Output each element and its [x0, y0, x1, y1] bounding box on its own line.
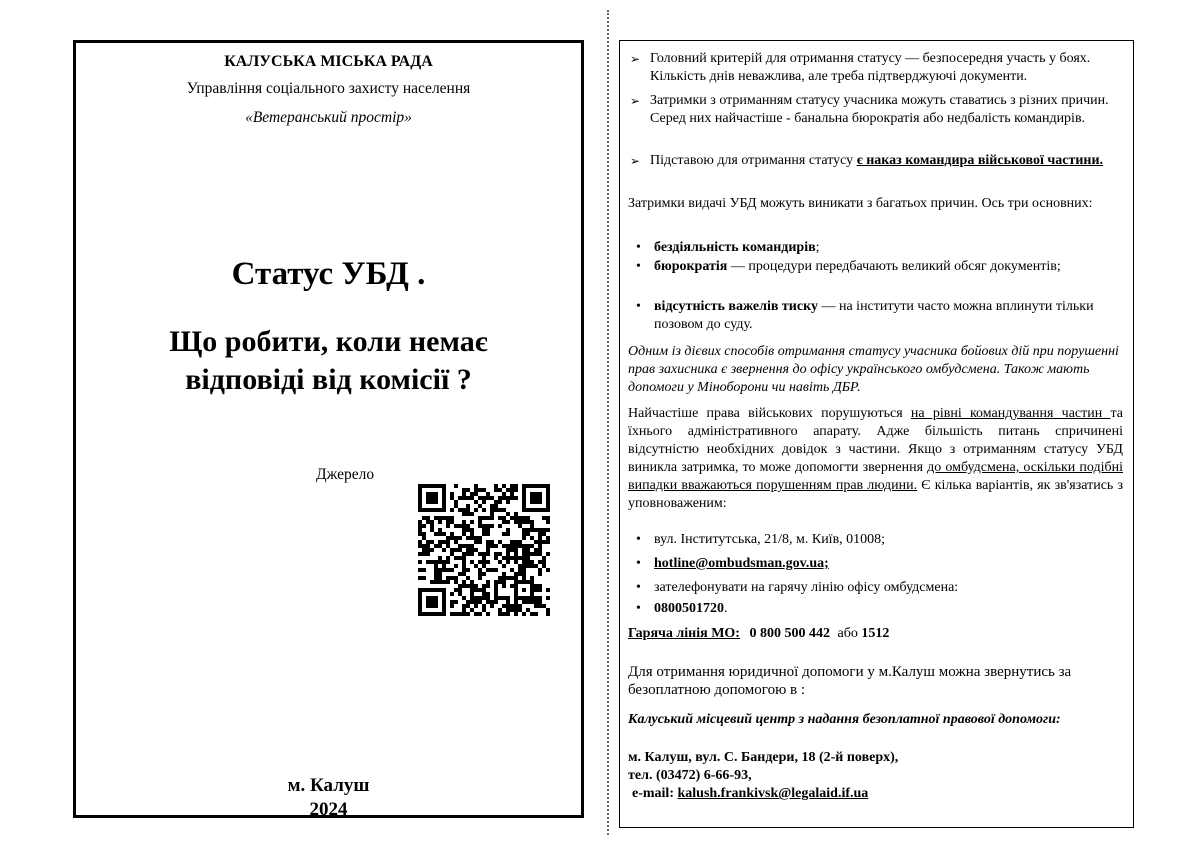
bullet-icon: •: [636, 240, 641, 255]
reason-title: бездіяльність командирів: [654, 240, 816, 255]
legal-email-label: e-mail:: [632, 786, 674, 801]
space-name: «Ветеранський простір»: [245, 109, 412, 126]
contact-phone-text: зателефонувати на гарячу лінію офісу омбудсмена:: [654, 580, 959, 595]
rights-paragraph: [628, 405, 1123, 513]
list-item: [632, 298, 1112, 334]
list-item: [632, 555, 1112, 573]
organization-name: КАЛУСЬКА МІСЬКА РАДА: [224, 53, 433, 70]
title-question: [76, 323, 581, 399]
qr-code-icon[interactable]: [418, 484, 550, 616]
contact-phone-number: 0800501720: [654, 601, 724, 616]
list-item: [632, 239, 1112, 257]
hotline-or: або: [837, 626, 858, 641]
page-divider: [607, 10, 609, 835]
year: 2024: [309, 799, 348, 820]
rights-text: та їхнього адміністративного апарату. Адже більшість питань спричинені відсутністю необхідних довідок з частини. Якщо з отриманням статусу УБД виникла затримка, то може допомогти звернення: [628, 406, 1123, 475]
reason-text: ;: [815, 240, 820, 255]
list-item: [628, 152, 1118, 170]
list-item: [632, 258, 1112, 276]
legal-phone-text: тел. (03472) 6-66-93,: [628, 768, 752, 783]
info-page: [619, 40, 1134, 828]
hotline: [628, 625, 1123, 643]
arrow-bullet-icon: ➢: [630, 52, 641, 66]
ombudsman-paragraph-text: Одним із дієвих способів отримання статусу учасника бойових дій при порушенні прав захисника є звернення до офісу українського омбудсмена. Також мають допомоги у Міноборони чи навіть ДБР.: [628, 344, 1119, 395]
legal-address-text: м. Калуш, вул. С. Бандери, 18 (2-й поверх),: [628, 750, 899, 765]
legal-center-name: Калуський місцевий центр з надання безоплатної правової допомоги:: [628, 712, 1061, 727]
list-item-text: Підставою для отримання статусу: [650, 153, 857, 168]
reason-text: — на інститути часто можна вплинути тільки позовом до суду.: [654, 299, 1094, 332]
cover-page: [73, 40, 584, 818]
rights-text: Є кілька варіантів, як зв'язатись з уповноваженим:: [628, 478, 1124, 511]
bullet-icon: •: [636, 299, 641, 314]
hotline-short-number: 1512: [861, 626, 890, 641]
bullet-icon: •: [636, 580, 641, 595]
legal-phone: [628, 767, 1123, 785]
hotline-label: Гаряча лінія МО:: [628, 626, 740, 641]
bullet-icon: •: [636, 259, 641, 274]
bullet-icon: •: [636, 556, 641, 571]
list-item: [628, 92, 1118, 128]
arrow-bullet-icon: ➢: [630, 94, 641, 108]
reason-title: відсутність важелів тиску: [654, 299, 818, 314]
legal-intro: Для отримання юридичної допомоги у м.Калуш можна звернутись за безоплатною допомогою в :: [628, 664, 1072, 698]
contact-phone-suffix: .: [724, 601, 728, 616]
bullet-icon: •: [636, 532, 641, 547]
rights-text: Найчастіше права військових порушуються: [628, 406, 911, 421]
contact-email-link[interactable]: hotline@ombudsman.gov.ua;: [654, 556, 829, 571]
delays-intro: Затримки видачі УБД можуть виникати з багатьох причин. Ось три основних:: [628, 196, 1093, 211]
rights-underline: до омбудсмена, оскільки подібні випадки вважаються порушенням прав людини.: [628, 460, 1123, 493]
list-item-text: Головний критерій для отримання статусу — безпосередня участь у боях. Кількість днів неважлива, але треба підтверджуючі документи.: [650, 51, 1091, 84]
arrow-bullet-icon: ➢: [630, 154, 641, 168]
legal-email: [632, 785, 1127, 803]
list-item: [628, 50, 1118, 86]
list-item: [632, 579, 1112, 597]
list-item: [632, 600, 1112, 618]
legal-center: [628, 711, 1123, 729]
source-label: Джерело: [316, 466, 375, 483]
legal-email-link[interactable]: kalush.frankivsk@legalaid.if.ua: [677, 786, 869, 801]
rights-underline: на рівні командування частин: [910, 406, 1111, 421]
title-question-line2: відповіді від комісії ?: [185, 363, 472, 396]
title-status: Статус УБД .: [231, 256, 426, 292]
list-item-emphasis: є наказ командира військової частини.: [856, 153, 1104, 168]
title-question-line1: Що робити, коли немає: [169, 325, 488, 358]
hotline-number: 0 800 500 442: [749, 626, 830, 641]
bullet-icon: •: [636, 601, 641, 616]
contact-address: вул. Інститутська, 21/8, м. Київ, 01008;: [654, 532, 886, 547]
reason-text: — процедури передбачають великий обсяг документів;: [727, 259, 1061, 274]
ombudsman-paragraph: [628, 343, 1123, 397]
department-name: Управління соціального захисту населення: [186, 80, 471, 97]
city: м. Калуш: [287, 775, 370, 796]
legal-address: [628, 749, 1123, 767]
list-item: [632, 531, 1112, 549]
list-item-text: Затримки з отриманням статусу учасника можуть ставатись з різних причин. Серед них найчастіше - банальна бюрократія або недбалість командирів.: [650, 93, 1109, 126]
reason-title: бюрократія: [654, 259, 728, 274]
